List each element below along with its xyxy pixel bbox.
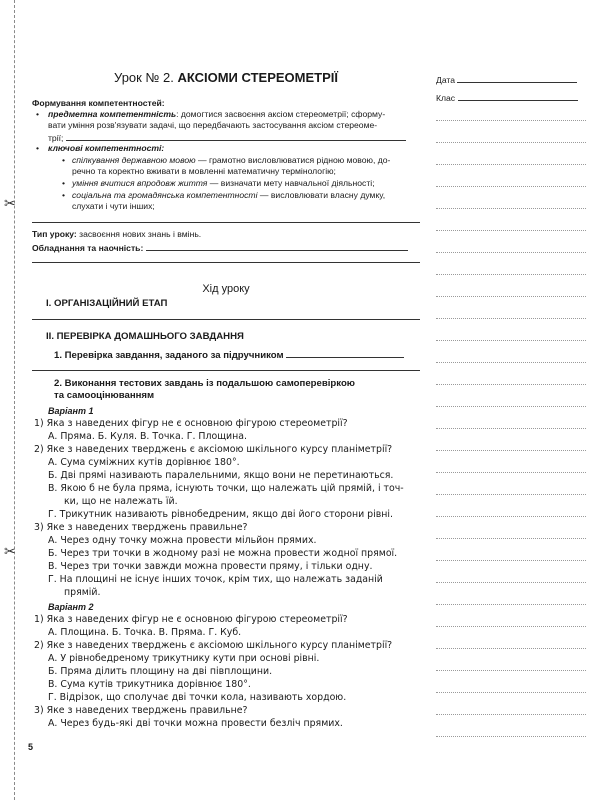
variant-1-label: Варіант 1 [48,406,94,416]
notes-line[interactable] [436,296,586,297]
v1-q3-option-c[interactable]: В. Через три точки завжди можна провести пряму, і тільки одну. [48,561,373,572]
v2-q2-option-d[interactable]: Г. Відрізок, що сполучає дві точки кола, називають хордою. [48,692,347,703]
key-competency-line: слухати і чути інших; [72,201,155,211]
subject-competency-line: трії; [48,131,406,144]
cut-line [14,0,15,800]
bullet: • [36,109,40,119]
v2-q1-answers[interactable]: А. Площина. Б. Точка. В. Пряма. Г. Куб. [48,627,242,638]
worksheet-main [32,0,420,800]
section-homework-check: ІІ. ПЕРЕВІРКА ДОМАШНЬОГО ЗАВДАННЯ [46,331,244,342]
competencies-heading: Формування компетентностей: [32,98,165,108]
v2-q3-option-a[interactable]: А. Через будь-які дві точки можна провести безліч прямих. [48,718,343,729]
v2-q2-option-a[interactable]: А. У рівнобедреному трикутнику кути при основі рівні. [48,653,320,664]
notes-line[interactable] [436,362,586,363]
scissors-icon: ✂ [4,195,16,211]
notes-line[interactable] [436,208,586,209]
lesson-number: Урок № 2. [114,70,178,85]
notes-line[interactable] [436,538,586,539]
notes-line[interactable] [436,274,586,275]
fill-line[interactable] [32,319,420,320]
notes-line[interactable] [436,120,586,121]
v1-q2-option-b[interactable]: Б. Дві прямі називають паралельними, якщо вони не перетинаються. [48,470,394,481]
subject-competency-line: вати уміння розв'язувати задачі, що передбачають застосування аксіом стереоме- [48,120,378,130]
v1-q3-option-d-cont: прямій. [64,587,101,598]
class-line[interactable] [458,92,578,101]
class-field[interactable]: Клас [436,92,578,104]
fill-line[interactable] [146,241,408,251]
course-heading: Хід уроку [202,283,250,295]
fill-line[interactable] [66,131,406,141]
key-competency-social: соціальна та громадянська компетентності — висловлювати власну думку, [72,190,386,200]
v1-q2-option-c-cont: ки, що не належать їй. [64,496,178,507]
lesson-topic: АКСІОМИ СТЕРЕОМЕТРІЇ [177,70,338,85]
homework-item-2: 2. Виконання тестових завдань із подальшою самоперевіркою [54,378,355,389]
notes-line[interactable] [436,714,586,715]
section-organizational: І. ОРГАНІЗАЦІЙНИЙ ЕТАП [46,298,168,309]
notes-line[interactable] [436,252,586,253]
notes-line[interactable] [436,604,586,605]
notes-line[interactable] [436,516,586,517]
notes-line[interactable] [436,186,586,187]
notes-line[interactable] [436,450,586,451]
fill-line[interactable] [32,222,420,223]
notes-line[interactable] [436,582,586,583]
bullet: • [62,190,66,200]
v2-question-2: 2) Яке з наведених тверджень є аксіомою шкільного курсу планіметрії? [34,640,393,651]
notes-line[interactable] [436,428,586,429]
v2-question-1: 1) Яка з наведених фігур не є основною фігурою стереометрії? [34,614,348,625]
key-competency-line: речно та коректно вживати в мовленні математичну термінологію; [72,166,336,176]
notes-line[interactable] [436,736,586,737]
notes-line[interactable] [436,560,586,561]
bullet: • [62,178,66,188]
notes-line[interactable] [436,318,586,319]
v2-question-3: 3) Яке з наведених тверджень правильне? [34,705,248,716]
v1-q3-option-b[interactable]: Б. Через три точки в жодному разі не можна провести жодної прямої. [48,548,398,559]
lesson-type: Тип уроку: засвоєння нових знань і вмінь. [32,229,202,239]
key-competency-language: спілкування державною мовою — грамотно висловлюватися рідною мовою, до- [72,155,391,165]
bullet: • [62,155,66,165]
notes-column [436,0,586,800]
variant-2-label: Варіант 2 [48,602,94,612]
notes-line[interactable] [436,494,586,495]
notes-line[interactable] [436,340,586,341]
key-competency-learning: уміння вчитися впродовж життя — визначати мету навчальної діяльності; [72,178,375,188]
v2-q2-option-c[interactable]: В. Сума кутів трикутника дорівнює 180°. [48,679,251,690]
v2-q2-option-b[interactable]: Б. Пряма ділить площину на дві півплощини. [48,666,273,677]
v1-q2-option-a[interactable]: А. Сума суміжних кутів дорівнює 180°. [48,457,240,468]
date-line[interactable] [457,74,577,83]
homework-item-2-cont: та самооцінюванням [54,390,155,401]
page-number: 5 [28,742,34,752]
notes-line[interactable] [436,142,586,143]
fill-line[interactable] [286,348,404,358]
fill-line[interactable] [32,370,420,371]
subject-competency: предметна компетентність: домогтися засвоєння аксіом стереометрії; сформу- [48,109,386,119]
notes-line[interactable] [436,230,586,231]
notes-line[interactable] [436,472,586,473]
key-competencies-label: ключові компетентності: [48,143,165,153]
v1-q1-answers[interactable]: А. Пряма. Б. Куля. В. Точка. Г. Площина. [48,431,247,442]
notes-line[interactable] [436,164,586,165]
notes-line[interactable] [436,670,586,671]
v1-q3-option-d[interactable]: Г. На площині не існує інших точок, крім тих, що належать заданій [48,574,383,585]
v1-question-1: 1) Яка з наведених фігур не є основною фігурою стереометрії? [34,418,348,429]
v1-q3-option-a[interactable]: А. Через одну точку можна провести мільйон прямих. [48,535,317,546]
notes-line[interactable] [436,648,586,649]
homework-item-1: 1. Перевірка завдання, заданого за підручником [54,348,404,361]
notes-line[interactable] [436,384,586,385]
v1-q2-option-d[interactable]: Г. Трикутник називають рівнобедреним, якщо дві його сторони рівні. [48,509,393,520]
notes-line[interactable] [436,626,586,627]
bullet: • [36,143,40,153]
equipment: Обладнання та наочність: [32,241,408,254]
date-field[interactable]: Дата [436,74,577,86]
notes-line[interactable] [436,406,586,407]
fill-line[interactable] [32,262,420,263]
lesson-title [32,70,420,85]
v1-question-2: 2) Яке з наведених тверджень є аксіомою шкільного курсу планіметрії? [34,444,393,455]
scissors-icon: ✂ [4,543,16,559]
v1-question-3: 3) Яке з наведених тверджень правильне? [34,522,248,533]
v1-q2-option-c[interactable]: В. Якою б не була пряма, існують точки, що належать цій прямій, і точ- [48,483,404,494]
notes-line[interactable] [436,692,586,693]
